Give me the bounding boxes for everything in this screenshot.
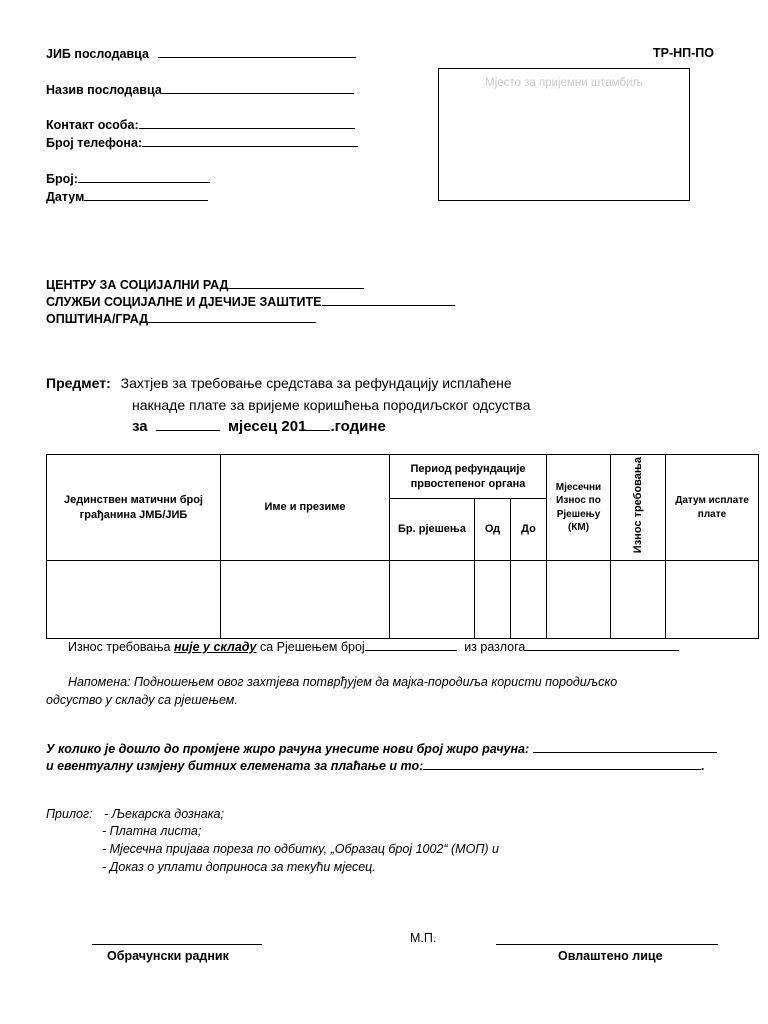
- table-row: [47, 561, 759, 639]
- month-blank[interactable]: [156, 419, 220, 431]
- cell-jmb[interactable]: [47, 561, 221, 639]
- header-period: Период рефундације првостепеног органа: [390, 455, 547, 499]
- accountant-signature-line[interactable]: [92, 943, 262, 945]
- cell-name[interactable]: [221, 561, 390, 639]
- cell-to[interactable]: [511, 561, 547, 639]
- number-label: Број:: [46, 172, 78, 186]
- subject-line-1: [46, 375, 512, 391]
- statement-prefix: Износ требовања: [68, 640, 171, 654]
- authorized-person-label: Овлаштено лице: [558, 949, 663, 963]
- subject-text-1: Захтјев за требовање средстава за рефундацију исплаћене: [120, 375, 512, 391]
- recipient-municipality-label: ОПШТИНА/ГРАД: [46, 312, 149, 326]
- recipient-municipality-blank[interactable]: [148, 311, 316, 323]
- reason-blank[interactable]: [525, 639, 679, 651]
- header-name: Име и презиме: [221, 455, 390, 561]
- employer-name-field[interactable]: [46, 82, 354, 97]
- date-blank[interactable]: [84, 189, 208, 201]
- attachments-label: Прилог:: [46, 807, 93, 821]
- recipient-municipality-field[interactable]: [46, 311, 316, 326]
- account-line-2[interactable]: и евентуалну измјену битних елемената за плаћање и то: .: [46, 759, 705, 773]
- jib-field[interactable]: [46, 46, 356, 61]
- note-line-2: одсуство у складу са рјешењем.: [46, 693, 238, 707]
- authorized-signature-line[interactable]: [496, 943, 718, 945]
- contact-field[interactable]: [46, 117, 355, 132]
- subject-text-2: накнаде плате за вријеме коришћења породиљског одсуства: [132, 397, 531, 413]
- date-label: Датум: [46, 190, 85, 204]
- header-payment-date: Датум исплате плате: [666, 455, 759, 561]
- header-to: До: [511, 499, 547, 561]
- attachment-item: - Мјесечна пријава пореза по одбитку, „Образац број 1002“ (МОП) и: [102, 842, 499, 856]
- account-text-2: и евентуалну измјену битних елемената за плаћање и то:: [46, 759, 424, 773]
- cell-from[interactable]: [475, 561, 511, 639]
- account-number-blank[interactable]: [533, 741, 717, 753]
- payment-elements-blank[interactable]: [423, 758, 701, 770]
- employer-name-label: Назив послодавца: [46, 83, 162, 97]
- cell-requested-amount[interactable]: [611, 561, 666, 639]
- form-code: ТР-НП-ПО: [653, 46, 715, 60]
- refund-table: [46, 454, 759, 639]
- date-field[interactable]: [46, 189, 208, 204]
- jib-label: ЈИБ послодавца: [46, 47, 149, 61]
- accountant-label: Обрачунски радник: [107, 949, 229, 963]
- header-requested-amount-text: Износ требовања: [631, 457, 644, 554]
- year-blank[interactable]: [306, 419, 330, 431]
- statement-middle: са Рјешењем број: [259, 640, 365, 654]
- number-blank[interactable]: [78, 171, 210, 183]
- subject-line-3[interactable]: [132, 418, 386, 435]
- contact-label: Контакт особа:: [46, 118, 139, 132]
- subject-year-suffix: .године: [330, 418, 386, 435]
- decision-number-blank[interactable]: [365, 639, 457, 651]
- number-field[interactable]: [46, 171, 210, 186]
- recipient-center-field[interactable]: [46, 277, 364, 292]
- recipient-center-blank[interactable]: [228, 277, 364, 289]
- account-text-1: У колико је дошло до промјене жиро рачуна унесите нови број жиро рачуна:: [46, 742, 530, 756]
- phone-field[interactable]: [46, 135, 358, 150]
- employer-name-blank[interactable]: [162, 82, 354, 94]
- attachment-item: - Платна листа;: [102, 824, 202, 838]
- subject-label: Предмет:: [46, 375, 111, 391]
- recipient-center-label: ЦЕНТРУ ЗА СОЦИЈАЛНИ РАД: [46, 278, 229, 292]
- statement-emphasis: није у складу: [173, 640, 257, 654]
- phone-blank[interactable]: [142, 135, 358, 147]
- recipient-service-field[interactable]: [46, 294, 455, 309]
- cell-monthly-amount[interactable]: [547, 561, 611, 639]
- header-monthly-amount: Мјесечни Износ по Рјешењу (КМ): [547, 455, 611, 561]
- header-decision-number: Бр. рјешења: [390, 499, 475, 561]
- contact-blank[interactable]: [139, 117, 355, 129]
- header-jmb: Јединствен матични број грађанина ЈМБ/ЈИБ: [47, 455, 221, 561]
- attachment-item: - Љекарска дознака;: [104, 807, 224, 821]
- account-line-1[interactable]: [46, 741, 717, 756]
- statement-line[interactable]: [68, 639, 679, 654]
- recipient-service-label: СЛУЖБИ СОЦИЈАЛНЕ И ДЈЕЧИЈЕ ЗАШТИТЕ: [46, 295, 322, 309]
- subject-month-prefix: за: [132, 418, 148, 435]
- stamp-placeholder: Мјесто за пријемни штамбиљ: [485, 77, 643, 89]
- statement-suffix: из разлога: [464, 640, 526, 654]
- subject-year-prefix: мјесец 201: [227, 418, 307, 435]
- cell-decision-number[interactable]: [390, 561, 475, 639]
- header-from: Од: [475, 499, 511, 561]
- cell-payment-date[interactable]: [666, 561, 759, 639]
- stamp-box: [438, 68, 690, 201]
- recipient-service-blank[interactable]: [322, 294, 455, 306]
- note-line-1: Напомена: Подношењем овог захтјева потврђујем да мајка-породиља користи породиљско: [68, 675, 618, 689]
- jib-blank[interactable]: [158, 46, 356, 58]
- header-requested-amount: [611, 455, 666, 561]
- stamp-mark: М.П.: [410, 931, 437, 945]
- phone-label: Број телефона:: [46, 136, 143, 150]
- attachment-item: - Доказ о уплати доприноса за текући мјесец.: [102, 860, 376, 874]
